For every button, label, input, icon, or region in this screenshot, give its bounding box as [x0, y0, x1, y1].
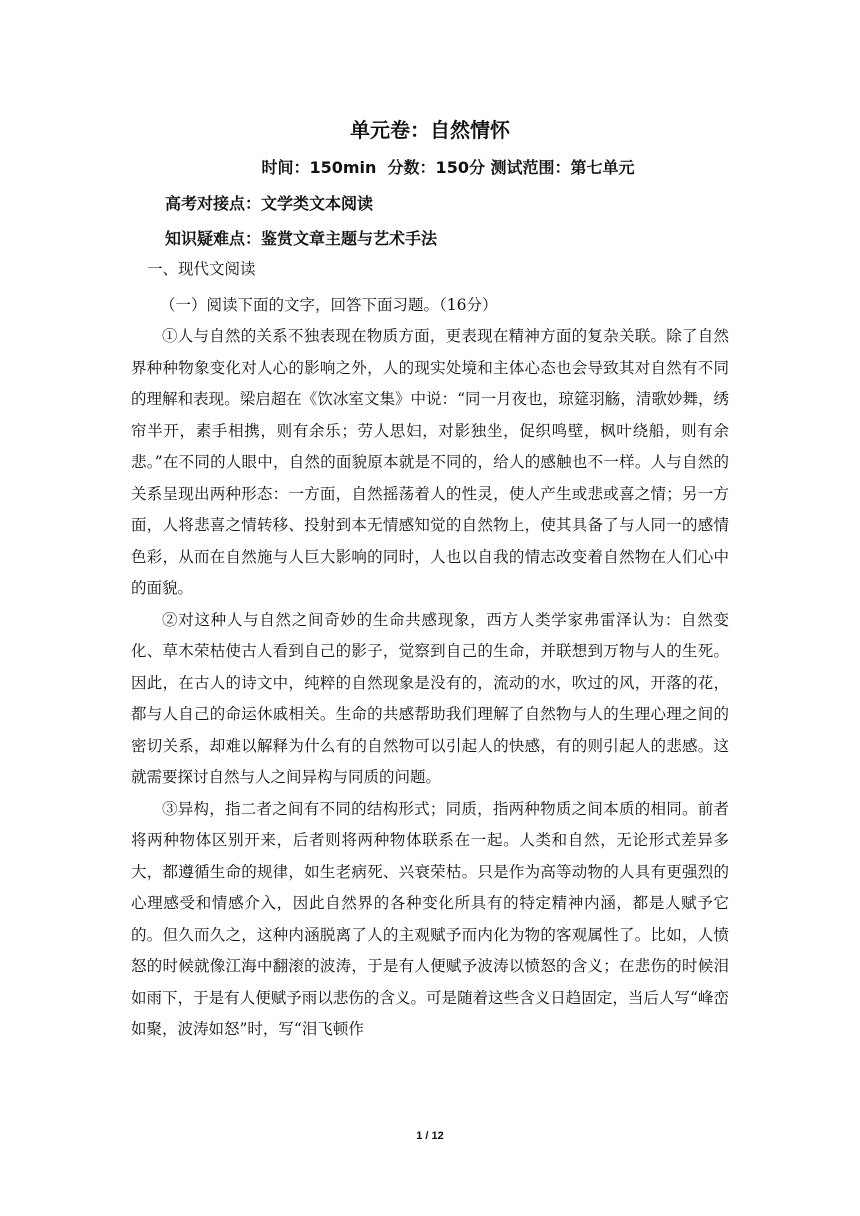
- passage-paragraph-2: ②对这种人与自然之间奇妙的生命共感现象，西方人类学家弗雷泽认为：自然变化、草木荣枯使古人看到自己的影子，觉察到自己的生命，并联想到万物与人的生死。因此，在古人的诗文中，纯粹的自然现象是没有的，流动的水，吹过的风，开落的花，都与人自己的命运休戚相关。生命的共感帮助我们理解了自然物与人的生理心理之间的密切关系，却难以解释为什么有的自然物可以引起人的快感，有的则引起人的悲感。这就需要探讨自然与人之间异构与同质的问题。: [131, 610, 729, 786]
- page-indicator: 1 / 12: [416, 1130, 444, 1142]
- difficulty-point-line: 知识疑难点：鉴赏文章主题与艺术手法: [165, 229, 438, 248]
- exam-meta-line: 时间：150min 分数：150分 测试范围：第七单元: [261, 158, 635, 177]
- passage-body: [131, 321, 729, 1046]
- document-title: 单元卷：自然情怀: [350, 118, 510, 142]
- passage-paragraph-3: ③异构，指二者之间有不同的结构形式；同质，指两种物质之间本质的相同。前者将两种物体区别开来，后者则将两种物体联系在一起。人类和自然，无论形式差异多大，都遵循生命的规律，如生老病死、兴衰荣枯。只是作为高等动物的人具有更强烈的心理感受和情感介入，因此自然界的各种变化所具有的特定精神内涵，都是人赋予它的。但久而久之，这种内涵脱离了人的主观赋予而内化为物的客观属性了。比如，人愤怒的时候就像江海中翻滚的波涛，于是有人便赋予波涛以愤怒的含义；在悲伤的时候泪如雨下，于是有人便赋予雨以悲伤的含义。可是随着这些含义日趋固定，当后人写“峰峦如聚，波涛如怒”时，写“泪飞顿作: [131, 799, 729, 1038]
- section-heading: 一、现代文阅读: [147, 260, 256, 278]
- passage-paragraph-1: ①人与自然的关系不独表现在物质方面，更表现在精神方面的复杂关联。除了自然界种种物象变化对人心的影响之外，人的现实处境和主体心态也会导致其对自然有不同的理解和表现。梁启超在《饮冰室文集》中说：“同一月夜也，琼筵羽觞，清歌妙舞，绣帘半开，素手相携，则有余乐；劳人思妇，对影独坐，促织鸣壁，枫叶绕船，则有余悲。”在不同的人眼中，自然的面貌原本就是不同的，给人的感触也不一样。人与自然的关系呈现出两种形态：一方面，自然摇荡着人的性灵，使人产生或悲或喜之情；另一方面，人将悲喜之情转移、投射到本无情感知觉的自然物上，使其具备了与人同一的感情色彩，从而在自然施与人巨大影响的同时，人也以自我的情志改变着自然物在人们心中的面貌。: [131, 327, 729, 597]
- question-heading: （一）阅读下面的文字，回答下面习题。（16分）: [160, 296, 498, 314]
- exam-point-line: 高考对接点：文学类文本阅读: [165, 194, 374, 213]
